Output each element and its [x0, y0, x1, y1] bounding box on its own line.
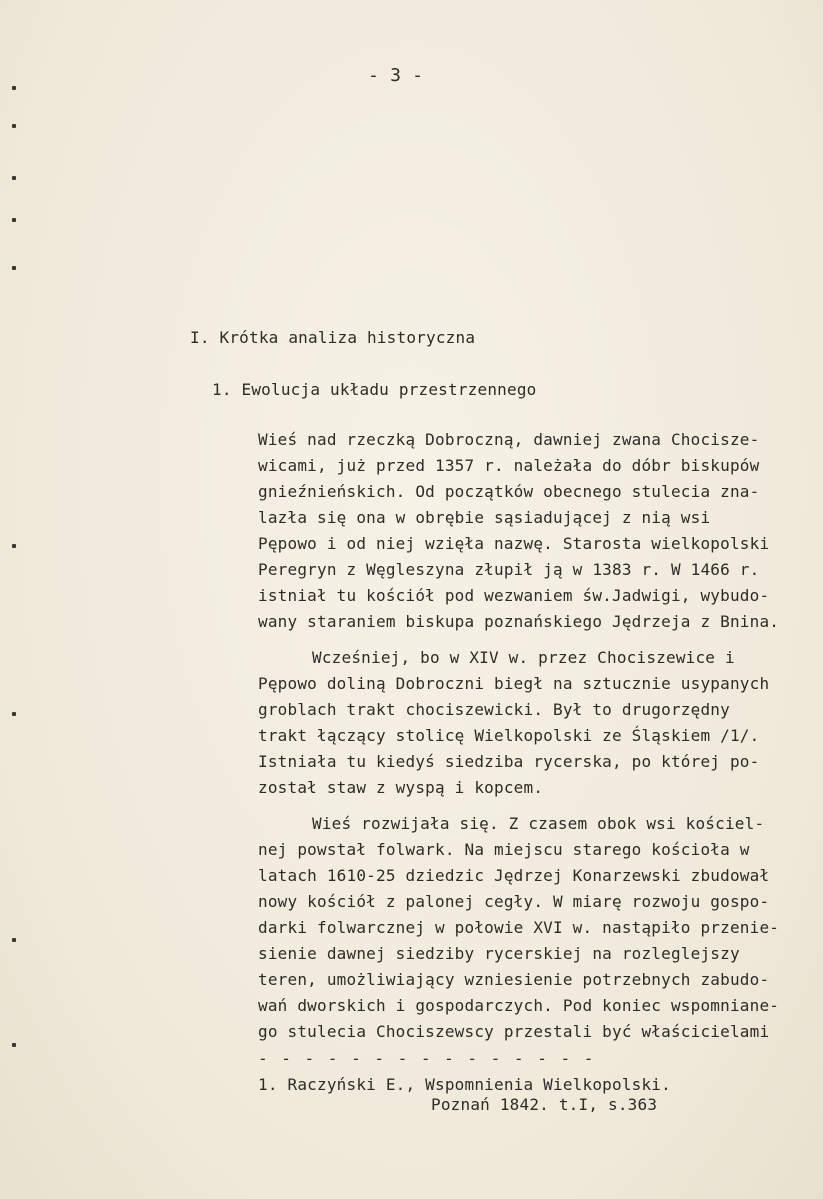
- body-line: nowy kościół z palonej cegły. W miarę rozwoju gospo-: [258, 892, 770, 911]
- body-line: Istniała tu kiedyś siedziba rycerska, po której po-: [258, 752, 760, 771]
- margin-mark: [12, 124, 16, 128]
- body-line: go stulecia Chociszewscy przestali być właścicielami: [258, 1022, 770, 1041]
- margin-mark: [12, 86, 16, 90]
- footnote: 1. Raczyński E., Wspomnienia Wielkopolski.: [258, 1075, 671, 1094]
- margin-mark: [12, 544, 16, 548]
- body-line: został staw z wyspą i kopcem.: [258, 778, 544, 797]
- margin-mark: [12, 1043, 16, 1047]
- body-line: Pępowo i od niej wzięła nazwę. Starosta wielkopolski: [258, 534, 770, 553]
- page-number: - 3 -: [368, 65, 424, 86]
- body-line: teren, umożliwiający wzniesienie potrzebnych zabudo-: [258, 970, 770, 989]
- body-line: latach 1610-25 dziedzic Jędrzej Konarzewski zbudował: [258, 866, 770, 885]
- margin-mark: [12, 266, 16, 270]
- body-line: gnieźnieńskich. Od początków obecnego stulecia zna-: [258, 482, 760, 501]
- body-line: darki folwarcznej w połowie XVI w. nastąpiło przenie-: [258, 918, 780, 937]
- margin-mark: [12, 176, 16, 180]
- body-line: groblach trakt chociszewicki. Był to drugorzędny: [258, 700, 730, 719]
- margin-mark: [12, 218, 16, 222]
- body-line: wań dworskich i gospodarczych. Pod koniec wspomniane-: [258, 996, 780, 1015]
- margin-mark: [12, 938, 16, 942]
- section-heading: I. Krótka analiza historyczna: [190, 328, 476, 347]
- body-line: Pępowo doliną Dobroczni biegł na sztucznie usypanych: [258, 674, 770, 693]
- body-line: Wieś rozwijała się. Z czasem obok wsi kościel-: [312, 814, 765, 833]
- body-line: trakt łączący stolicę Wielkopolski ze Śląskiem /1/.: [258, 726, 760, 745]
- footnote-separator: - - - - - - - - - - - - - - -: [258, 1049, 596, 1068]
- body-line: sienie dawnej siedziby rycerskiej na rozleglejszy: [258, 944, 740, 963]
- body-line: nej powstał folwark. Na miejscu starego kościoła w: [258, 840, 750, 859]
- body-line: Wcześniej, bo w XIV w. przez Chociszewice i: [312, 648, 735, 667]
- footnote-continuation: Poznań 1842. t.I, s.363: [431, 1095, 658, 1114]
- subsection-heading: 1. Ewolucja układu przestrzennego: [212, 380, 537, 399]
- body-line: wany staraniem biskupa poznańskiego Jędrzeja z Bnina.: [258, 612, 780, 631]
- body-line: wicami, już przed 1357 r. należała do dóbr biskupów: [258, 456, 760, 475]
- body-line: Wieś nad rzeczką Dobroczną, dawniej zwana Chocisze-: [258, 430, 760, 449]
- body-line: istniał tu kościół pod wezwaniem św.Jadwigi, wybudo-: [258, 586, 770, 605]
- body-line: lazła się ona w obrębie sąsiadującej z nią wsi: [258, 508, 711, 527]
- margin-mark: [12, 712, 16, 716]
- body-line: Peregryn z Węgleszyna złupił ją w 1383 r. W 1466 r.: [258, 560, 760, 579]
